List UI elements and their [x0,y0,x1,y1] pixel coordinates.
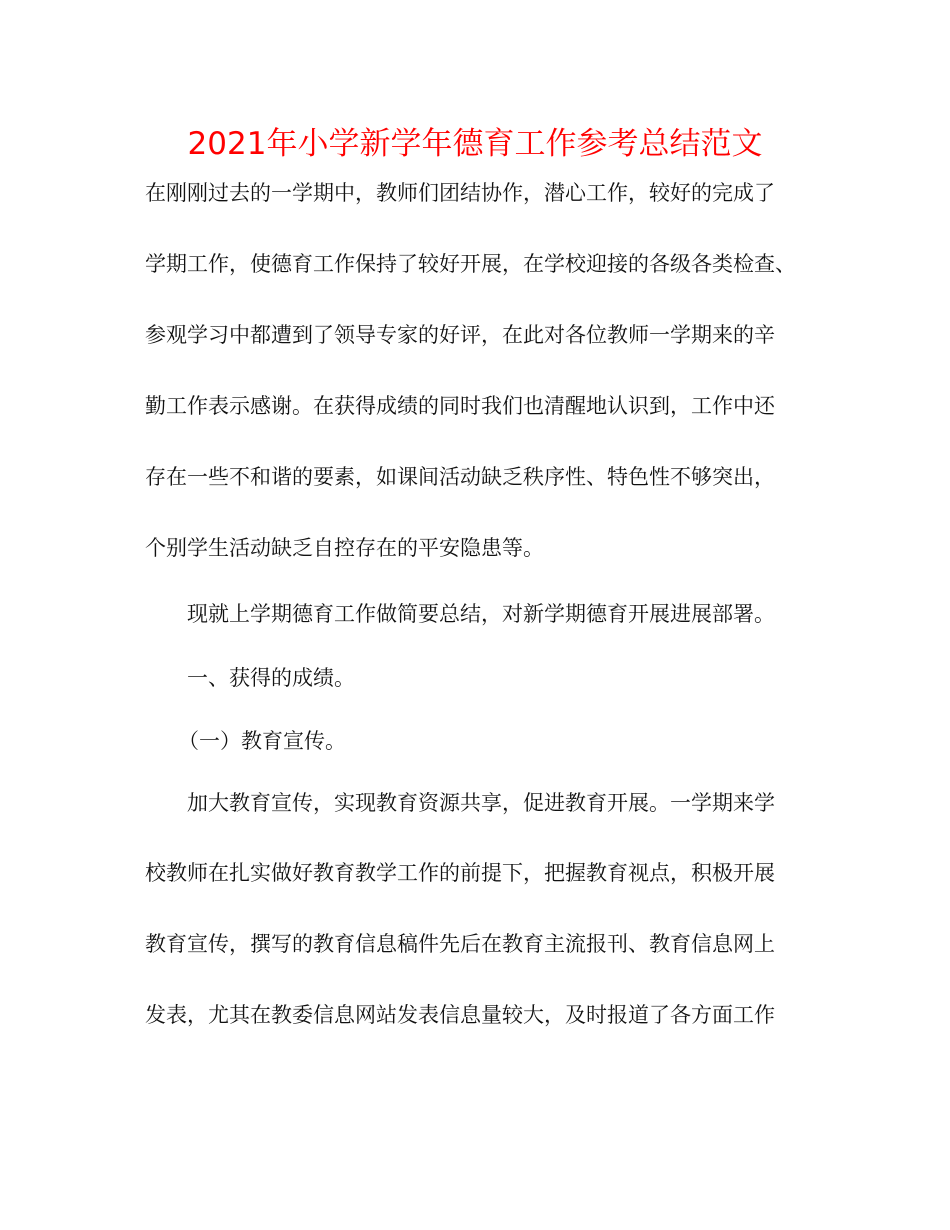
paragraph-line-1: 在刚刚过去的一学期中，教师们团结协作，潜心工作，较好的完成了 [145,181,775,205]
paragraph-line-5: 存在一些不和谐的要素，如课间活动缺乏秩序性、特色性不够突出， [145,465,775,489]
paragraph-line-10: 加大教育宣传，实现教育资源共享，促进教育开展。一学期来学 [187,791,775,815]
paragraph-line-6: 个别学生活动缺乏自控存在的平安隐患等。 [145,536,544,560]
paragraph-line-12: 教育宣传，撰写的教育信息稿件先后在教育主流报刊、教育信息网上 [145,932,775,956]
paragraph-line-13: 发表，尤其在教委信息网站发表信息量较大，及时报道了各方面工作 [145,1003,775,1027]
paragraph-line-7: 现就上学期德育工作做简要总结，对新学期德育开展进展部署。 [187,602,775,626]
document-title: 2021年小学新学年德育工作参考总结范文 [187,126,763,162]
subsection-heading: （一）教育宣传。 [178,729,346,753]
paragraph-line-11: 校教师在扎实做好教育教学工作的前提下，把握教育视点，积极开展 [145,861,775,885]
paragraph-line-2: 学期工作，使德育工作保持了较好开展，在学校迎接的各级各类检查、 [145,252,796,276]
section-heading: 一、获得的成绩。 [187,666,355,690]
paragraph-line-4: 勤工作表示感谢。在获得成绩的同时我们也清醒地认识到，工作中还 [145,394,775,418]
paragraph-line-3: 参观学习中都遭到了领导专家的好评，在此对各位教师一学期来的辛 [145,323,775,347]
